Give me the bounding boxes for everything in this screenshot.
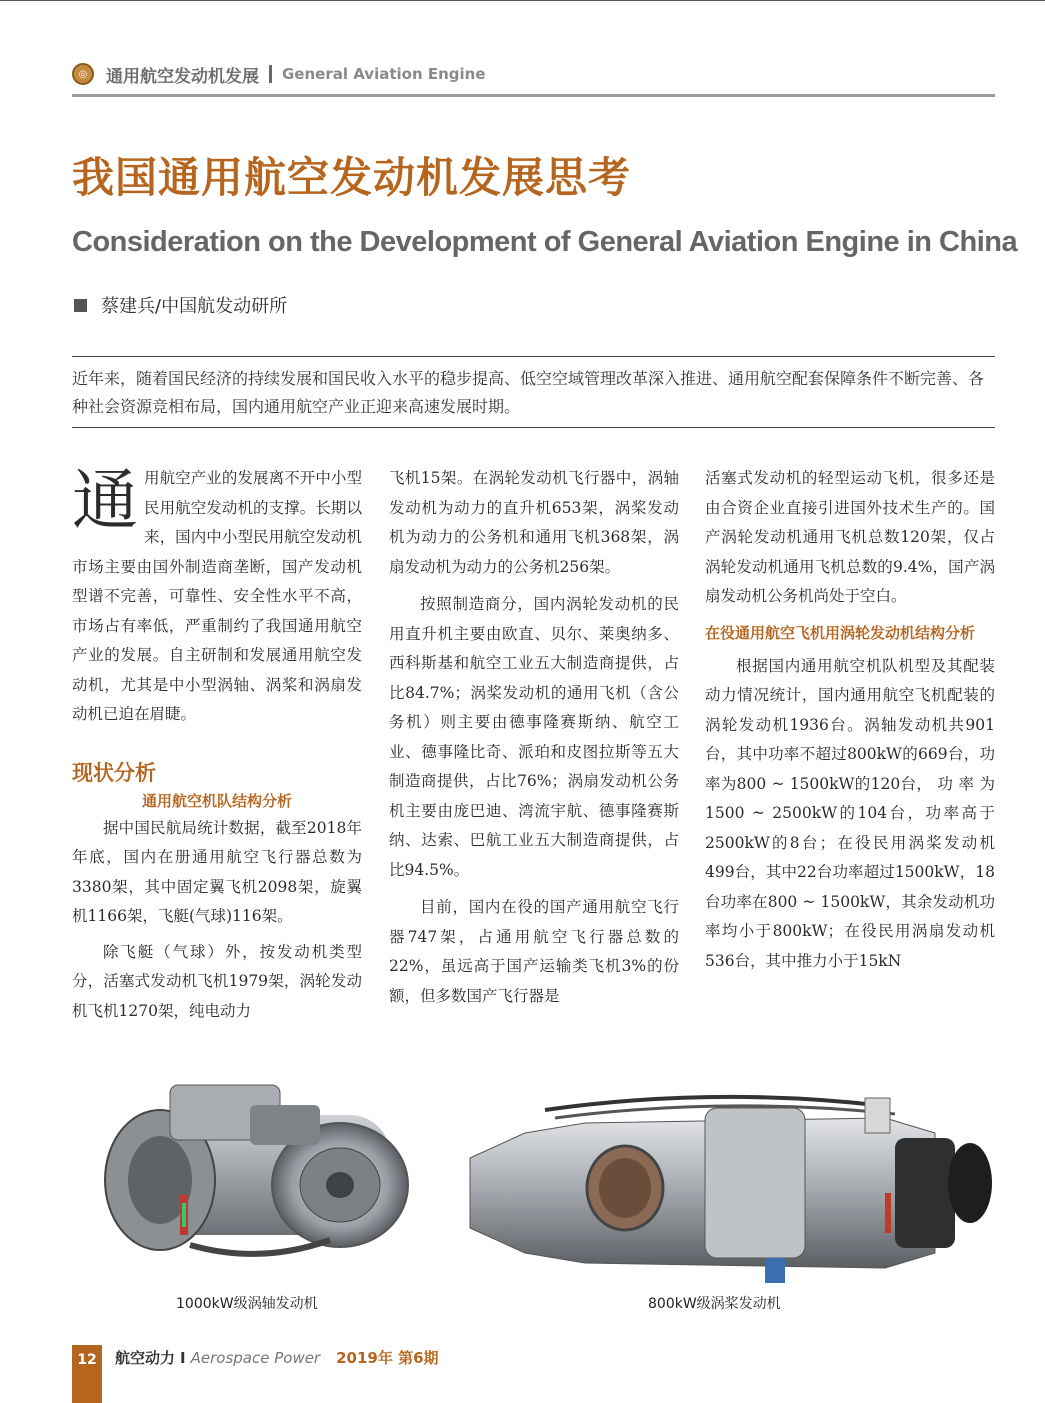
paragraph: 目前，国内在役的国产通用航空飞行器747架，占通用航空飞行器总数的22%，虽远高于国产运输类飞机3%的份额，但多数国产飞行器是 xyxy=(389,898,679,1005)
intro-paragraph: 用航空产业的发展离不开中小型民用航空发动机的支撑。长期以来，国内中小型民用航空发动机市场主要由国外制造商垄断，国产发动机型谱不完善，可靠性、安全性水平不高，市场占有率低，严重制约了我国通用航空产业的发展。自主研制和发展通用航空发动机，尤其是中小型涡轴、涡桨和涡扇发动机已迫在眉睫。 xyxy=(72,469,362,723)
abstract-rule-bottom xyxy=(72,427,995,428)
top-border-line xyxy=(0,0,1045,1)
article-title-en: Consideration on the Development of General Aviation Engine in China xyxy=(72,226,1018,258)
paragraph: 据中国民航局统计数据，截至2018年年底，国内在册通用航空飞行器总数为3380架，其中固定翼飞机2098架，旋翼机1166架，飞艇(气球)116架。 xyxy=(72,818,362,925)
paragraph: 飞机15架。在涡轮发动机飞行器中，涡轴发动机为动力的直升机653架，涡桨发动机为动力的公务机和通用飞机368架，涡扇发动机为动力的公务机256架。 xyxy=(389,469,679,576)
header-divider xyxy=(269,65,272,83)
square-bullet-icon xyxy=(74,299,87,312)
article-title-cn: 我国通用航空发动机发展思考 xyxy=(72,153,632,202)
author-line xyxy=(74,292,287,318)
abstract: 近年来，随着国民经济的持续发展和国民收入水平的稳步提高、低空空域管理改革深入推进、通用航空配套保障条件不断完善、各种社会资源竞相布局，国内通用航空产业正迎来高速发展时期。 xyxy=(72,369,985,416)
turboprop-engine-image xyxy=(465,1088,995,1293)
running-header xyxy=(72,60,486,88)
page-number: 12 xyxy=(72,1345,102,1403)
paragraph: 按照制造商分，国内涡轮发动机的民用直升机主要由欧直、贝尔、莱奥纳多、西科斯基和航空工业五大制造商提供，占比84.7%；涡桨发动机的通用飞机（含公务机）则主要由德事隆赛斯纳、航空工业、德事隆比奇、派珀和皮图拉斯等五大制造商提供，占比76%；涡扇发动机公务机主要由庞巴迪、湾流宇航、德事隆赛斯纳、达索、巴航工业五大制造商提供，占比94.5%。 xyxy=(389,595,679,879)
text-column-1 xyxy=(72,464,362,1026)
journal-emblem-icon: ◎ xyxy=(72,63,94,85)
subsection-heading: 通用航空机队结构分析 xyxy=(141,791,292,810)
text-column-3 xyxy=(705,464,995,976)
header-section-en: General Aviation Engine xyxy=(282,65,486,83)
journal-name-cn: 航空动力 xyxy=(115,1349,176,1367)
section-heading: 现状分析 xyxy=(72,760,156,785)
footer-journal xyxy=(115,1347,439,1368)
paragraph: 活塞式发动机的轻型运动飞机，很多还是由合资企业直接引进国外技术生产的。国产涡轮发动机通用飞机总数120架，仅占涡轮发动机通用飞机总数的9.4%，国产涡扇发动机公务机尚处于空白。 xyxy=(705,469,995,605)
author-name: 蔡建兵/中国航发动研所 xyxy=(101,296,288,317)
drop-cap: 通 xyxy=(72,462,138,539)
journal-issue: 2019年 第6期 xyxy=(336,1349,439,1367)
journal-name-en: Aerospace Power xyxy=(190,1348,321,1367)
figure-caption-2: 800kW级涡桨发动机 xyxy=(648,1296,781,1312)
header-section-cn: 通用航空发动机发展 xyxy=(106,66,259,87)
figure-caption-1: 1000kW级涡轴发动机 xyxy=(176,1296,318,1312)
footer-separator: I xyxy=(180,1348,186,1367)
header-rule xyxy=(72,94,995,97)
abstract-rule-top xyxy=(72,356,995,357)
subsection-heading: 在役通用航空飞机用涡轮发动机结构分析 xyxy=(705,623,976,642)
turboshaft-engine-image xyxy=(100,1075,420,1270)
text-column-2 xyxy=(389,464,679,1011)
paragraph: 根据国内通用航空机队机型及其配装动力情况统计，国内通用航空飞机配装的涡轮发动机1936台。涡轴发动机共901台，其中功率不超过800kW的669台，功率为800 ~ 1500kW的120台， 功 率 为1500 ~ 2500kW的104台，功率高于2500kW的8台；在役民用涡桨发动机499台，其中22台功率超过1500kW，18台功率在800 ~ 1500kW，其余发动机功率均小于800kW；在役民用涡扇发动机536台，其中推力小于15kN xyxy=(705,656,995,970)
paragraph: 除飞艇（气球）外，按发动机类型分，活塞式发动机飞机1979架，涡轮发动机飞机1270架，纯电动力 xyxy=(72,942,362,1020)
